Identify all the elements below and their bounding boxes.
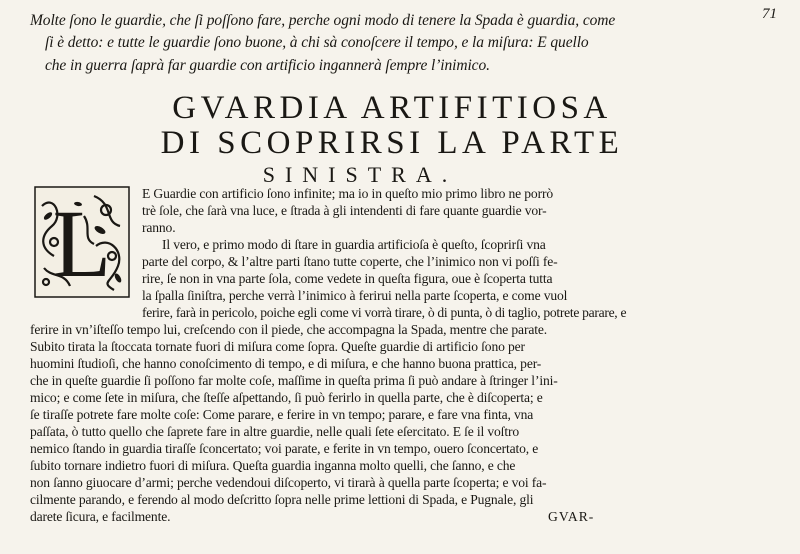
catchword: GVAR- [548,509,595,524]
body-line: Subito tirata la ſtoccata tornate fuori di miſura come ſopra. Queſte guardie di artificio ſono per [30,339,525,354]
intro-line-1: Molte ſono le guardie, che ſi poſſono fare, perche ogni modo di tenere la Spada è guardia, come [30,12,616,29]
body-line: rire, ſe non in vna parte ſola, come vedete in queſta figura, oue è ſcoperta tutta [142,271,553,286]
body-line: ranno. [142,220,176,235]
chapter-title-line-3: SINISTRA. [262,162,458,187]
intro-line-2: ſi è detto: e tutte le guardie ſono buone, à chi sà conoſcere il tempo, e la miſura: E quello [45,34,589,51]
body-line: trè ſole, che ſarà vna luce, e ſtrada à gli intendenti di fare quante guardie vor- [142,203,547,218]
body-line: huomini ſtudioſi, che hanno conoſcimento di tempo, e di miſura, e che hanno buona prattica, per- [30,356,542,371]
body-line: la ſpalla ſiniſtra, perche verrà l’inimico à ferirui nella parte ſcoperta, e come vuol [142,288,568,303]
body-line: E Guardie con artificio ſono infinite; ma io in queſto mio primo libro ne porrò [142,186,553,201]
initial-letter-glyph: L [52,190,112,297]
body-line: Il vero, e primo modo di ſtare in guardia artificioſa è queſto, ſcoprirſi vna [162,237,546,252]
chapter-title-line-2: DI SCOPRIRSI LA PARTE [160,125,624,161]
intro-line-3: che in guerra ſaprà far guardie con artificio ingannerà ſempre l’inimico. [45,57,490,74]
chapter-title-line-1: GVARDIA ARTIFITIOSA [172,90,612,126]
body-line: mico; e come ſete in miſura, che ſteſſe aſpettando, ſi può ferirlo in quella parte, che è diſcoperta; e [30,390,543,405]
page-number: 71 [762,6,777,22]
body-line: cilmente parando, e ferendo al modo deſcritto ſopra nelle prime lettioni di Spada, e Pugnale, gli [30,492,534,507]
body-line: che in queſte guardie ſi poſſono far molte coſe, maſſime in queſta prima ſi può andare à ſtringer l’ini- [30,373,558,388]
body-line: ſe tiraſſe potrete fare molte coſe: Come parare, e ferire in vn tempo; parare, e fare vna finta, vna [30,407,534,422]
body-line: darete ſicura, e facilmente. [30,509,171,524]
body-line: paſſata, ò tutto quello che ſaprete fare in altre guardie, nelle quali ſete eſercitato. E ſe il voſtro [30,424,519,439]
body-line: non ſanno giuocare d’armi; perche vedendoui diſcoperto, vi tirarà à quella parte ſcoperta; e voi fa- [30,475,547,490]
body-line: ferire, farà in pericolo, poiche egli come vi vorrà tirare, ò di punta, ò di taglio, potrete parare, e [142,305,627,320]
body-line: ſubito tornare indietro fuori di miſura. Queſta guardia inganna molto quelli, che ſanno, e che [30,458,516,473]
body-line: nemico ſtando in guardia tiraſſe ſconcertato; voi parate, e ferite in vn tempo, ouero ſconcertato, e [30,441,539,456]
body-line: parte del corpo, & l’altre parti ſtano tutte coperte, che l’inimico non vi poſſi fe- [142,254,558,269]
body-line: ferire in vn’iſteſſo tempo lui, creſcendo con il piede, che accompagna la Spada, mentre che parate. [30,322,547,337]
decorated-initial-letter [34,186,130,298]
